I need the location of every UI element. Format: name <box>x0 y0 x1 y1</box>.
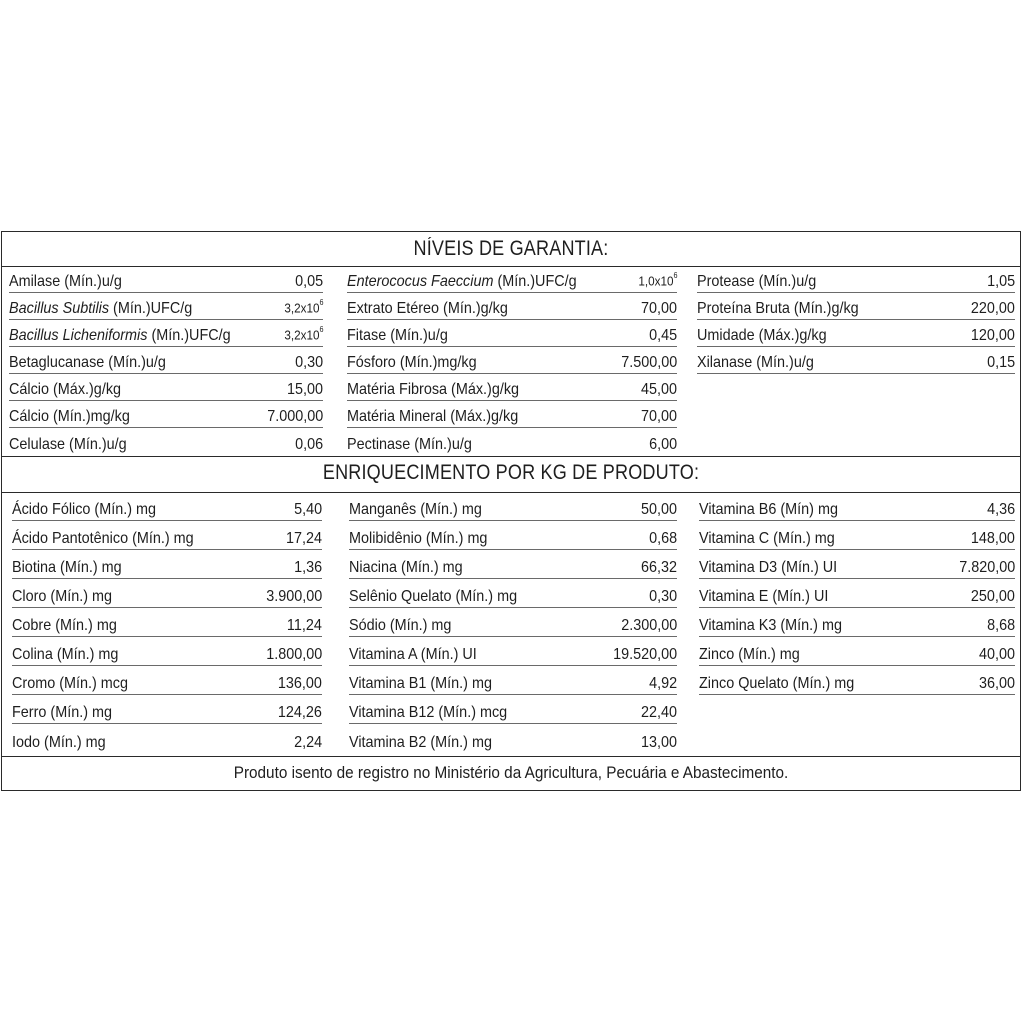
row-value: 4,36 <box>986 501 1015 518</box>
table-row <box>697 293 1015 320</box>
row-label: Betaglucanase (Mín.)u/g <box>9 354 166 371</box>
garantia-title: NÍVEIS DE GARANTIA: <box>413 237 609 260</box>
table-row <box>347 266 677 293</box>
enriquecimento-column-3 <box>699 492 1015 754</box>
row-label-italic: Bacillus Licheniformis <box>9 327 148 344</box>
row-value: 15,00 <box>286 381 323 398</box>
row-label: Biotina (Mín.) mg <box>12 559 122 576</box>
row-label: Iodo (Mín.) mg <box>12 734 106 751</box>
row-label: Cálcio (Máx.)g/kg <box>9 381 122 398</box>
table-row <box>12 492 322 521</box>
row-label: Cromo (Mín.) mcg <box>12 675 129 692</box>
table-row <box>9 266 323 293</box>
table-row <box>12 579 322 608</box>
row-value: 1,36 <box>293 559 322 576</box>
table-row <box>12 637 322 666</box>
table-row <box>697 320 1015 347</box>
row-value: 19.520,00 <box>612 646 677 663</box>
row-value: 220,00 <box>970 300 1015 317</box>
table-row <box>12 608 322 637</box>
row-label: Fitase (Mín.)u/g <box>347 327 448 344</box>
row-label: Vitamina B6 (Mín) mg <box>699 501 838 518</box>
row-value: 0,45 <box>648 327 677 344</box>
row-label-text: (Mín.)UFC/g <box>109 300 193 317</box>
row-label: Cobre (Mín.) mg <box>12 617 117 634</box>
row-label: Cálcio (Mín.)mg/kg <box>9 408 130 425</box>
row-value <box>637 270 677 288</box>
table-row <box>12 724 322 753</box>
row-label: Ácido Pantotênico (Mín.) mg <box>12 530 194 547</box>
table-row <box>347 347 677 374</box>
table-row <box>349 492 677 521</box>
row-label: Vitamina E (Mín.) UI <box>699 588 829 605</box>
table-row <box>9 401 323 428</box>
row-value-exponent: 6 <box>672 270 677 280</box>
row-value: 45,00 <box>640 381 677 398</box>
table-row <box>12 695 322 724</box>
row-value: 1.800,00 <box>265 646 322 663</box>
row-value <box>283 324 323 342</box>
table-row <box>699 637 1015 666</box>
table-row <box>9 320 323 347</box>
table-row <box>12 550 322 579</box>
row-value: 17,24 <box>285 530 322 547</box>
row-label: Sódio (Mín.) mg <box>349 617 452 634</box>
row-value: 0,06 <box>294 436 323 453</box>
table-row <box>9 347 323 374</box>
table-row <box>697 266 1015 293</box>
table-row <box>9 374 323 401</box>
row-value: 5,40 <box>293 501 322 518</box>
table-row <box>699 579 1015 608</box>
row-label: Protease (Mín.)u/g <box>697 273 817 290</box>
row-value: 250,00 <box>970 588 1015 605</box>
table-row <box>699 521 1015 550</box>
row-label: Zinco Quelato (Mín.) mg <box>699 675 855 692</box>
nutrition-label-panel <box>1 231 1021 791</box>
row-value: 3.900,00 <box>265 588 322 605</box>
row-label: Zinco (Mín.) mg <box>699 646 800 663</box>
row-value: 70,00 <box>640 300 677 317</box>
row-value-base: 3,2x10 <box>283 300 319 315</box>
row-label: Cloro (Mín.) mg <box>12 588 113 605</box>
row-label: Manganês (Mín.) mg <box>349 501 482 518</box>
row-value: 148,00 <box>970 530 1015 547</box>
row-label: Matéria Fibrosa (Máx.)g/kg <box>347 381 520 398</box>
table-row <box>349 637 677 666</box>
row-value: 8,68 <box>986 617 1015 634</box>
table-row <box>699 666 1015 695</box>
row-label: Vitamina B2 (Mín.) mg <box>349 734 492 751</box>
row-label: Vitamina C (Mín.) mg <box>699 530 835 547</box>
row-value: 36,00 <box>978 675 1015 692</box>
row-label: Fósforo (Mín.)mg/kg <box>347 354 477 371</box>
row-value: 0,68 <box>648 530 677 547</box>
row-label: Vitamina B12 (Mín.) mcg <box>349 704 508 721</box>
row-value: 136,00 <box>277 675 322 692</box>
garantia-column-3 <box>697 266 1015 456</box>
row-value: 13,00 <box>640 734 677 751</box>
row-label: Colina (Mín.) mg <box>12 646 119 663</box>
row-label-text: (Mín.)UFC/g <box>147 327 231 344</box>
row-value: 0,30 <box>648 588 677 605</box>
row-label: Proteína Bruta (Mín.)g/kg <box>697 300 859 317</box>
row-value: 0,05 <box>294 273 323 290</box>
row-label: Celulase (Mín.)u/g <box>9 436 127 453</box>
table-row <box>349 724 677 753</box>
row-label <box>9 327 231 345</box>
row-value: 0,15 <box>986 354 1015 371</box>
row-label-italic: Enterococus Faeccium <box>347 273 494 290</box>
table-row <box>349 521 677 550</box>
table-row <box>349 608 677 637</box>
table-row <box>349 579 677 608</box>
row-value: 22,40 <box>640 704 677 721</box>
row-value: 7.820,00 <box>958 559 1015 576</box>
row-label-italic: Bacillus Subtilis <box>9 300 110 317</box>
row-value: 2,24 <box>293 734 322 751</box>
row-label: Vitamina D3 (Mín.) UI <box>699 559 838 576</box>
row-label: Matéria Mineral (Máx.)g/kg <box>347 408 519 425</box>
garantia-column-1 <box>9 266 323 456</box>
row-value: 0,30 <box>294 354 323 371</box>
row-label: Xilanase (Mín.)u/g <box>697 354 814 371</box>
divider <box>2 456 1020 457</box>
table-row <box>12 666 322 695</box>
table-row <box>699 608 1015 637</box>
row-value: 1,05 <box>986 273 1015 290</box>
row-value <box>283 297 323 315</box>
row-value: 4,92 <box>648 675 677 692</box>
table-row <box>349 666 677 695</box>
row-value-exponent: 6 <box>318 297 323 307</box>
row-label: Vitamina A (Mín.) UI <box>349 646 477 663</box>
enriquecimento-title: ENRIQUECIMENTO POR KG DE PRODUTO: <box>322 461 700 484</box>
table-row <box>12 521 322 550</box>
row-value: 50,00 <box>640 501 677 518</box>
garantia-column-2 <box>347 266 677 456</box>
row-label: Ferro (Mín.) mg <box>12 704 113 721</box>
row-value: 70,00 <box>640 408 677 425</box>
row-value: 7.500,00 <box>620 354 677 371</box>
row-value: 124,26 <box>277 704 322 721</box>
row-value-base: 3,2x10 <box>283 327 319 342</box>
enriquecimento-column-2 <box>349 492 677 754</box>
table-row <box>9 293 323 320</box>
table-row <box>347 293 677 320</box>
row-value: 66,32 <box>640 559 677 576</box>
row-value-exponent: 6 <box>318 324 323 334</box>
enriquecimento-column-1 <box>12 492 322 754</box>
row-value: 6,00 <box>648 436 677 453</box>
table-row <box>699 492 1015 521</box>
row-value: 7.000,00 <box>266 408 323 425</box>
table-row <box>697 347 1015 374</box>
row-label <box>347 273 577 291</box>
table-row <box>347 320 677 347</box>
row-label: Umidade (Máx.)g/kg <box>697 327 827 344</box>
row-label: Vitamina K3 (Mín.) mg <box>699 617 842 634</box>
row-label: Molibidênio (Mín.) mg <box>349 530 488 547</box>
row-label: Selênio Quelato (Mín.) mg <box>349 588 518 605</box>
row-value: 40,00 <box>978 646 1015 663</box>
divider <box>2 756 1020 757</box>
row-value: 2.300,00 <box>620 617 677 634</box>
row-label: Niacina (Mín.) mg <box>349 559 463 576</box>
table-row <box>347 374 677 401</box>
row-label: Ácido Fólico (Mín.) mg <box>12 501 157 518</box>
row-label-text: (Mín.)UFC/g <box>493 273 577 290</box>
table-row <box>347 428 677 455</box>
row-label <box>9 300 192 318</box>
row-value: 120,00 <box>970 327 1015 344</box>
table-row <box>699 550 1015 579</box>
table-row <box>9 428 323 455</box>
footer-note: Produto isento de registro no Ministério da Agricultura, Pecuária e Abastecimento. <box>233 763 789 782</box>
table-row <box>349 550 677 579</box>
row-label: Vitamina B1 (Mín.) mg <box>349 675 492 692</box>
table-row <box>347 401 677 428</box>
row-label: Amilase (Mín.)u/g <box>9 273 122 290</box>
row-value-base: 1,0x10 <box>637 273 673 288</box>
row-value: 11,24 <box>287 617 322 634</box>
row-label: Pectinase (Mín.)u/g <box>347 436 472 453</box>
row-label: Extrato Etéreo (Mín.)g/kg <box>347 300 508 317</box>
table-row <box>349 695 677 724</box>
